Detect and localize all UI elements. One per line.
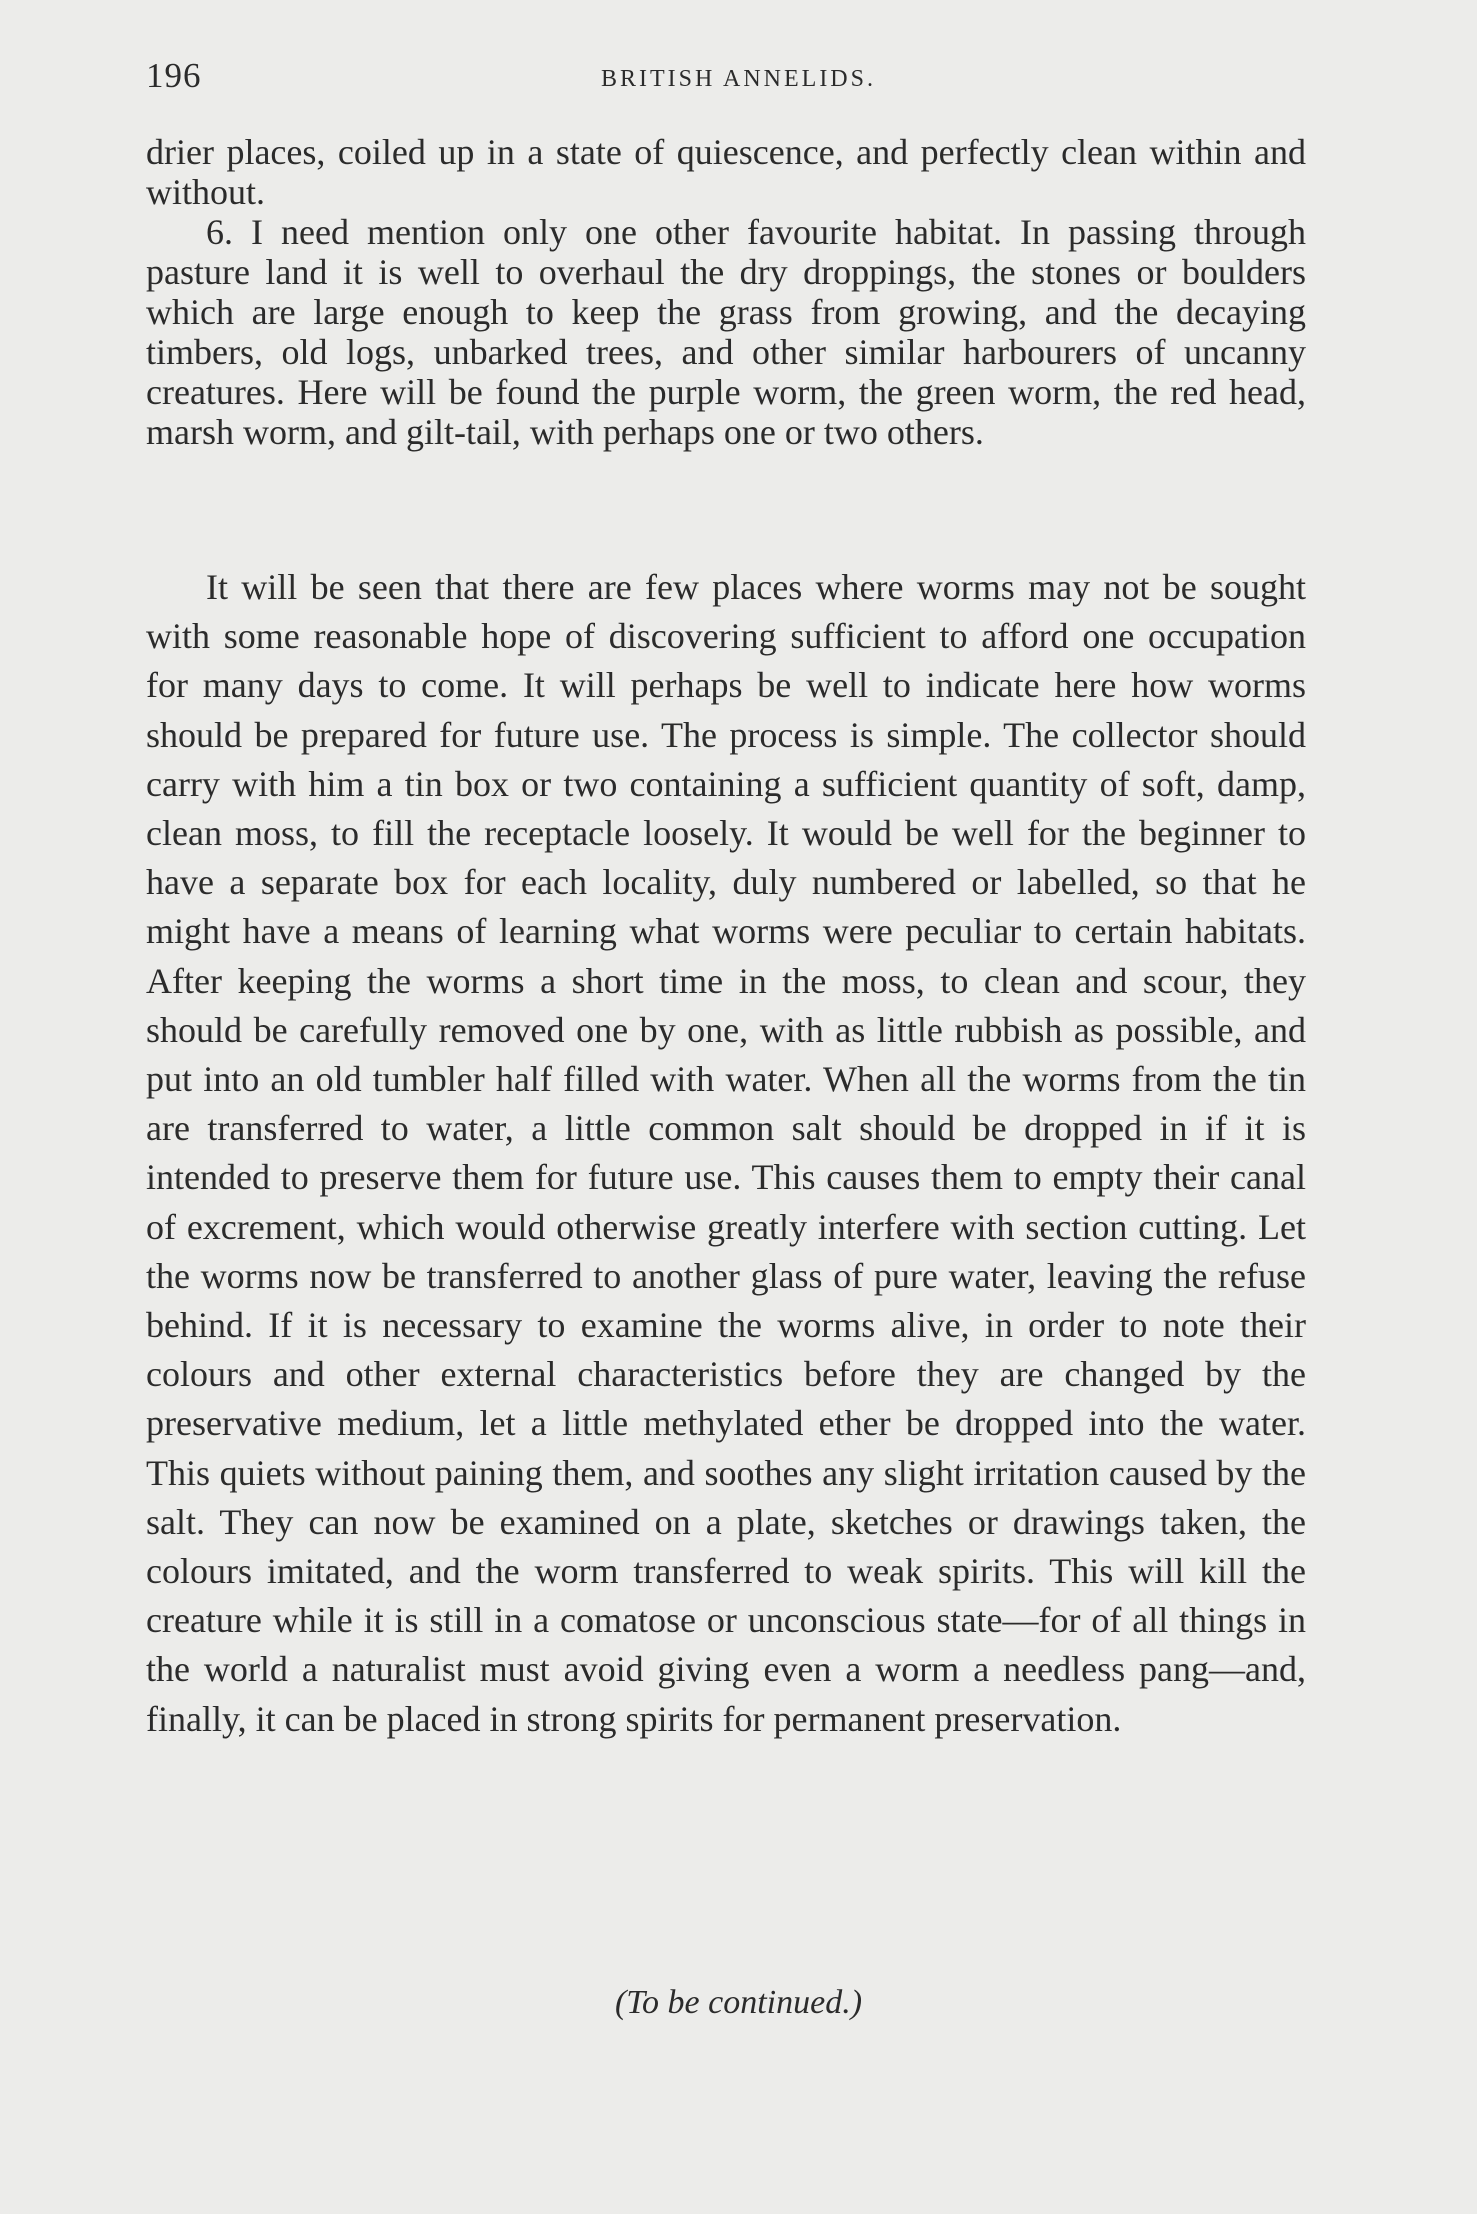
continued-paragraph: drier places, coiled up in a state of quiescence, and perfectly clean within and without. <box>146 132 1306 212</box>
numbered-paragraph-text: 6. I need mention only one other favourite habitat. In passing through pasture land it is well to overhaul the dry droppings, the stones or boulders which are large enough to keep the grass from growing, and the decaying timbers, old logs, unbarked trees, and other similar harbourers of uncanny creatures. Here will be found the purple worm, the green worm, the red head, marsh worm, and gilt-tail, with perhaps one or two others. <box>146 212 1306 452</box>
running-head: BRITISH ANNELIDS. <box>600 66 876 92</box>
continued-note: (To be continued.) <box>614 1984 863 2021</box>
main-paragraph: It will be seen that there are few places where worms may not be sought with some reasonable hope of discovering sufficient to afford one occupation for many days to come. It will perhaps be well to indicate here how worms should be prepared for future use. The process is simple. The collector should carry with him a tin box or two containing a sufficient quantity of soft, damp, clean moss, to fill the receptacle loosely. It would be well for the beginner to have a separate box for each locality, duly numbered or labelled, so that he might have a means of learning what worms were peculiar to certain habitats. After keeping the worms a short time in the moss, to clean and scour, they should be carefully removed one by one, with as little rubbish as possible, and put into an old tumbler half filled with water. When all the worms from the tin are transferred to water, a little common salt should be dropped in if it is intended to preserve them for future use. This causes them to empty their canal of excrement, which would otherwise greatly interfere with section cutting. Let the worms now be transferred to another glass of pure water, leaving the refuse behind. If it is necessary to examine the worms alive, in order to note their colours and other external characteristics before they are changed by the preservative medium, let a little methylated ether be dropped into the water. This quiets without paining them, and soothes any slight irritation caused by the salt. They can now be examined on a plate, sketches or drawings taken, the colours imitated, and the worm transferred to weak spirits. This will kill the creature while it is still in a comatose or unconscious state—for of all things in the world a naturalist must avoid giving even a worm a needless pang—and, finally, it can be placed in strong spirits for permanent preservation. <box>146 567 1306 1739</box>
page-header <box>146 56 1331 106</box>
page-number: 196 <box>146 56 202 95</box>
top-text-block <box>146 132 1306 452</box>
main-text-block <box>146 563 1306 1744</box>
numbered-paragraph <box>146 212 1306 452</box>
